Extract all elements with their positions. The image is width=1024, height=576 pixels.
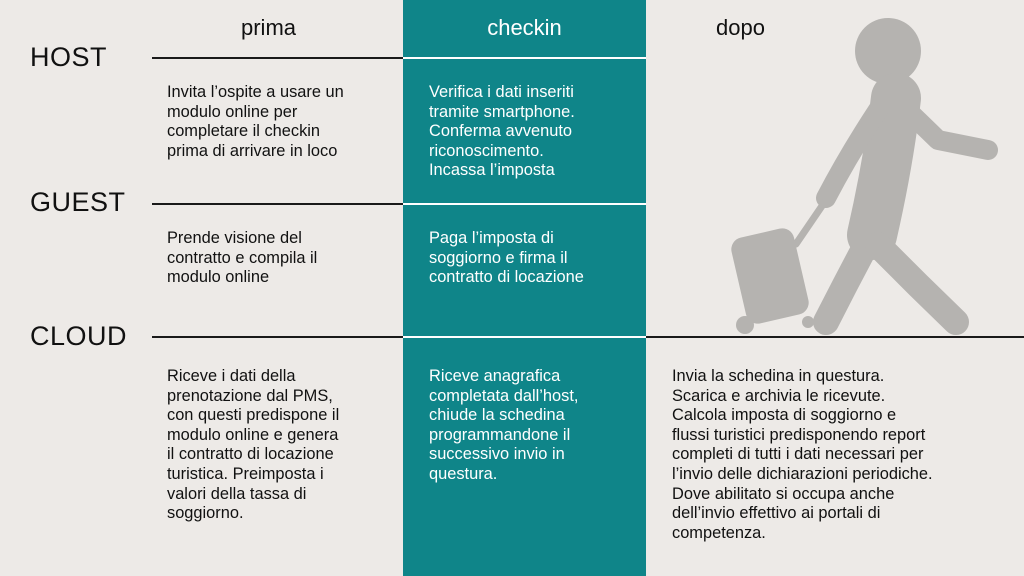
traveler-with-suitcase-icon <box>720 12 1020 342</box>
cell-host-checkin: Verifica i dati inseriti tramite smartphone. Conferma avvenuto riconoscimento. Incassa l’imposta <box>429 83 575 180</box>
guest-divider <box>152 203 403 205</box>
row-label-host: HOST <box>30 42 108 72</box>
guest-divider-band <box>403 203 646 205</box>
column-header-dopo: dopo <box>716 15 765 40</box>
cell-cloud-dopo: Invia la schedina in questura. Scarica e archivia le ricevute. Calcola imposta di soggiorno e flussi turistici predisponendo report completi di tutti i dati necessari per l’invio delle dichiarazioni periodiche. Dove abilitato si occupa anche dell’invio effettivo ai portali di competenza. <box>672 367 933 542</box>
cloud-divider-band <box>403 336 646 338</box>
row-label-cloud: CLOUD <box>30 321 128 351</box>
cell-guest-checkin: Paga l’imposta di soggiorno e firma il contratto di locazione <box>429 229 584 287</box>
host-divider <box>152 57 403 59</box>
cell-cloud-checkin: Riceve anagrafica completata dall’host, chiude la schedina programmandone il successivo invio in questura. <box>429 367 579 483</box>
column-header-prima: prima <box>241 15 297 40</box>
cell-cloud-prima: Riceve i dati della prenotazione dal PMS, con questi predispone il modulo online e genera il contratto di locazione turistica. Preimposta i valori della tassa di soggiorno. <box>167 367 340 523</box>
host-divider-band <box>403 57 646 59</box>
row-label-guest: GUEST <box>30 187 126 217</box>
cell-host-prima: Invita l’ospite a usare un modulo online per completare il checkin prima di arrivare in loco <box>167 83 344 160</box>
cloud-divider <box>152 336 403 338</box>
column-header-checkin: checkin <box>487 15 562 40</box>
cell-guest-prima: Prende visione del contratto e compila il modulo online <box>167 229 318 287</box>
